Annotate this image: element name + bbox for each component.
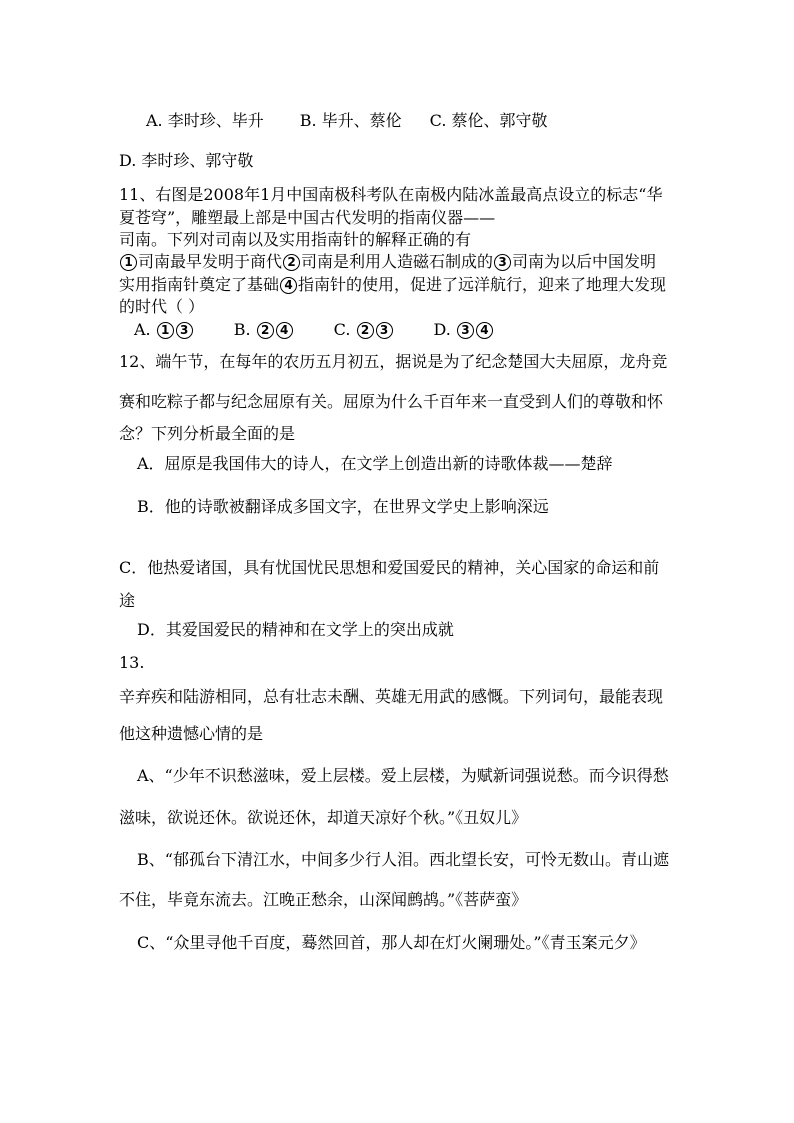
circled-number-1: 1 <box>120 254 137 271</box>
circled-number-2: 2 <box>283 254 300 271</box>
q11-options-row <box>134 320 494 340</box>
q11-statement-3b: 实用指南针奠定了基础 <box>119 275 280 294</box>
q11-statements-line-1 <box>119 252 656 272</box>
q12-option-a: A．屈原是我国伟大的诗人，在文学上创造出新的诗歌体裁——楚辞 <box>137 454 613 473</box>
q12-stem-line-3: 念？下列分析最全面的是 <box>119 424 296 443</box>
q10-option-b: B. 毕升、蔡伦 <box>299 111 402 130</box>
q11-statement-2: 司南是利用人造磁石制成的 <box>301 252 494 271</box>
q10-options-row <box>146 111 548 131</box>
q11-option-c: C. 2 3 <box>334 320 394 340</box>
q13-option-c: C、“众里寻他千百度，蓦然回首，那人却在灯火阑珊处。”《青玉案元夕》 <box>137 933 646 952</box>
q11-statement-4b: 的时代（ ） <box>119 297 205 316</box>
q11-stem-line-2: 夏苍穹”，雕塑最上部是中国古代发明的指南仪器—— <box>119 208 496 227</box>
q11-statement-4a: 指南针的使用，促进了远洋航行，迎来了地理大发现 <box>298 275 667 294</box>
circled-number-4: 4 <box>280 277 297 294</box>
q11-stem-line-1: 11、右图是2008年1月中国南极科考队在南极内陆冰盖最高点设立的标志“华 <box>119 185 663 204</box>
q13-stem-line-2: 他这种遗憾心情的是 <box>119 724 264 743</box>
q10-option-d: D. 李时珍、郭守敬 <box>119 151 254 170</box>
q11-option-a: A. 1 3 <box>134 320 194 340</box>
q13-option-b-line-1: B、“郁孤台下清江水，中间多少行人泪。西北望长安，可怜无数山。青山遮 <box>137 850 669 869</box>
q13-option-a-line-2: 滋味，欲说还休。欲说还休，却道天凉好个秋。”《丑奴儿》 <box>119 808 528 827</box>
q10-option-a: A. 李时珍、毕升 <box>146 111 264 130</box>
q12-stem-line-2: 赛和吃粽子都与纪念屈原有关。屈原为什么千百年来一直受到人们的尊敬和怀 <box>119 392 664 411</box>
q12-option-b: B．他的诗歌被翻译成多国文字，在世界文学史上影响深远 <box>137 497 549 516</box>
q11-stem-line-3: 司南。下列对司南以及实用指南针的解释正确的有 <box>119 230 472 249</box>
q12-option-c-line-1: C．他热爱诸国，具有忧国忧民思想和爱国爱民的精神，关心国家的命运和前 <box>119 558 660 577</box>
q11-statements-line-2 <box>119 275 666 295</box>
q12-option-d: D．其爱国爱民的精神和在文学上的突出成就 <box>137 620 454 639</box>
q11-statement-1: 司南最早发明于商代 <box>138 252 283 271</box>
q10-option-c: C. 蔡伦、郭守敬 <box>429 111 548 130</box>
q13-option-a-line-1: A、“少年不识愁滋味，爱上层楼。爱上层楼，为赋新词强说愁。而今识得愁 <box>137 766 669 785</box>
q13-option-b-line-2: 不住，毕竟东流去。江晚正愁余，山深闻鹧鸪。”《菩萨蛮》 <box>119 890 528 909</box>
q13-stem-line-1: 辛弃疾和陆游相同，总有壮志未酬、英雄无用武的感慨。下列词句，最能表现 <box>119 687 664 706</box>
q12-stem-line-1: 12、端午节，在每年的农历五月初五，据说是为了纪念楚国大夫屈原，龙舟竞 <box>119 352 668 371</box>
q11-option-d: D. 3 4 <box>434 320 494 340</box>
q11-option-b: B. 2 4 <box>234 320 294 340</box>
q11-statement-3a: 司南为以后中国发明 <box>512 252 657 271</box>
q12-option-c-line-2: 途 <box>119 591 136 610</box>
circled-number-3: 3 <box>494 254 511 271</box>
q13-number: 13. <box>119 653 145 672</box>
